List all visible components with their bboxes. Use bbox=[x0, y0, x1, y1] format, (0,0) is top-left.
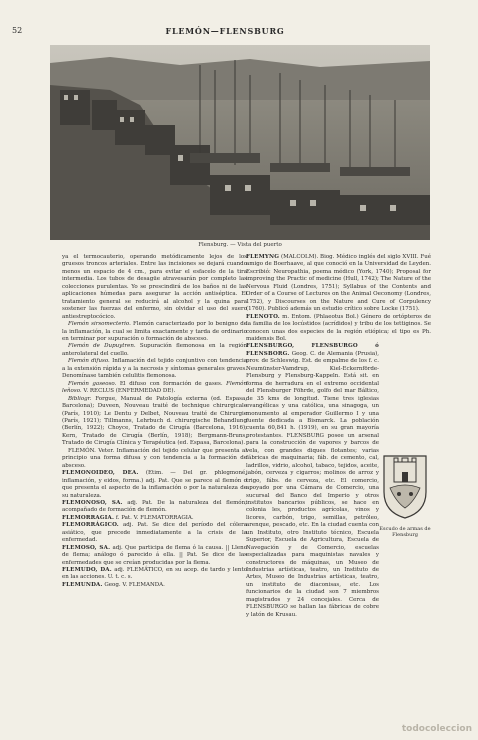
page-number: 52 bbox=[12, 26, 23, 35]
page-header bbox=[12, 26, 438, 38]
dictionary-entry: FLEMUNDA. Geog. V. FLEMANDA. bbox=[62, 581, 165, 588]
paragraph: Flemón gaseoso. El difuso con formación de gases. Flemón leñoso. V. RECLUS (ENFERMEDAD DE). bbox=[62, 380, 248, 395]
dictionary-entry: FLEMORRÁGICO. adj. Pat. Se dice del período del cólera asiático, que precede inmediatamente a la crisis de la enfermedad. bbox=[62, 522, 247, 544]
paragraph: ya el termocauterio, operando metódicamente lejos de los gruesos troncos arteriales. Entre las incisiones se dejará cuando menos un espacio de 4 cm., para evitar el esfacelo de la tira intermedia. Los tubos de desagüe atravesarán por completo las colecciones purulentas. Yo se prescindirá de los baños ni de las aplicaciones húmedas para asegurar la acción antiséptica. El tratamiento general se reducirá al alcohol y la quina para sostener las fuerzas del enfermo, sin olvidar el uso del suero antiestreptocócico. bbox=[62, 254, 247, 320]
dictionary-entry: FLEMORRAGIA. f. Pat. V. FLEMATORRAGIA. bbox=[62, 514, 194, 521]
harbor-photograph bbox=[50, 45, 430, 240]
dictionary-entry: FLEMYNG (MALCOLM). Biog. Médico inglés del siglo XVIII. Fué amigo de Boerhaave, al que conoció en la Universidad de Leyden. Escribió: Neuropathia, poema médico (York, 1740); Proposal for improving the Practic of medicine (Hull, 1742); The Nature of the Nervous Fluid (Londres, 1751); Syllabus of the Contents and Order of a Course of Lectures on the Animal Oeconomy (Londres, 1752), y Discourses on the Nature and Cure of Corpulency (1760). Publicó además un estudio crítico sobre Locke (1751). bbox=[246, 254, 432, 313]
dictionary-entry: FLEMONOIDEO, DEA. (Etim. — Del gr. phlegmoné, inflamación, y eidos, forma.) adj. Pat. Que se parece al flemón o que presenta el aspecto de la inflamación o por la naturaleza de su naturaleza. bbox=[62, 470, 247, 499]
right-column bbox=[246, 254, 431, 619]
left-column bbox=[62, 254, 247, 589]
paragraph: Flemón sirsomecterio. Flemón caracterizado por lo benigno de la inflamación, la cual se limita exactamente y tarda de ordinario en terminar por supuración o formación de absceso. bbox=[62, 321, 247, 342]
paragraph: Flemón difuso. Inflamación del tejido conjuntivo con tendencia a la extensión rápida y a la necrosis y síntomas generales graves. Denomínase también celulitis flemonosa. bbox=[62, 358, 247, 380]
dictionary-entry: FLEMOSO, SA. adj. Que participa de flema ó la causa. || Lleno de flema; análogo ó parecido á ella. || Pat. Se dice de las enfermedades que se creían producidas por la flema. bbox=[62, 544, 247, 566]
dictionary-entry: FLENOTO. m. Entom. (Phlaeotus Bol.) Género de ortópteros de la familia de los locústidos (acrídidos) y tribu de los tettiginos. Se conocen unas dos especies de la región etiópica; el tipo es Ph. maidensis Bol. bbox=[246, 313, 432, 342]
paragraph: FLEMÓN. Veter. Inflamación del tejido celular que presenta al principio una forma difusa y con tendencia a la formación de absceso. bbox=[62, 447, 247, 469]
paragraph: Flemón de Dupuytren. Supuración flemonosa en la región anterolateral del cuello. bbox=[62, 343, 248, 357]
coat-of-arms-caption: Escudo de armas de Flensburg bbox=[379, 526, 431, 538]
dictionary-entry: FLEMUDO, DA. adj. FLEMÁTICO, en su acep. de tardo y lento en las acciones. U. t. c. s. bbox=[62, 567, 248, 581]
photo-caption: Flensburg. — Vista del puerto bbox=[198, 242, 282, 248]
watermark: todocoleccion bbox=[401, 724, 472, 734]
dictionary-entry: FLEMONOSO, SA. adj. Pat. De la naturaleza del flemón; acompañado de formación de flemón. bbox=[62, 499, 247, 514]
bibliography: Bibliogr. Forgue, Manual de Patología externa (ed. Espasa, Barcelona); Duveen, Nouveau traité de technique chirurgicale (París, 1910); Le Dentu y Delbet, Nouveau traité de Chirurgie (París, 1921); Tillmanns, Lehrbuch d. chirurgische Behandlung (Berlín, 1922); Choyce, Tratado de Cirugía (Barcelona, 1916); Kern, Tratado de Cirugía (Berlín, 1918); Bergmann-Bruns, Tratado de Cirugía Clínica y Terapéutica (ed. Espasa, Barcelona). bbox=[62, 395, 247, 447]
dictionary-entry: FLENSBURGO, FLENSBURGO ó FLENSBORG. Geog. C. de Alemania (Prusia), prov. de Schleswig. Est. de empalme de los f. c. Neumünster-Vamdrup, Kiel-Eckernförde-Flensburg y Flensburg-Kappeln. Está sit. en forma de herradura en el extremo occidental del Flensburger Föhrde, golfo del mar Báltico, de 35 kms de longitud. Tiene tres iglesias evangélicas y una católica, una sinagoga, un monumento al emperador Guillermo I y una fuente dedicada a Bismarck. La población cuenta 60,841 h. (1919), en su gran mayoría protestantes. FLENSBURG posee un arsenal para la construcción de vapores y barcos de vela, con grandes diques flotantes; varias fábricas de maquinaria; fáb. de cemento, cal, ladrillos, vidrio, alcohol, tabaco, tejidos, aceite, jabón, cerveza y cigarros; molinos de arroz y trigo, fábs. de cerveza, etc. El comercio, apoyado por una Cámara de Comercio, una sucursal del Banco del Imperio y otros institutos bancarios públicos, se hace en colonia les, productos agrícolas, vinos y licores, carbón, trigo, semillas, petróleo, arenque, pescado, etc. En la ciudad cuenta con un Instituto, otro Instituto técnico, Escuela Superior, Escuela de Agricultura, Escuela de Navegación y de Comercio, escuelas especializadas para maquinistas navales y constructores de máquinas, un Museo de Industrias artísticas, teatro, un Instituto de Artes, Museo de Industrias artísticas, teatro, un instituto de diaconisas, etc. Los funcionarios de la ciudad son 7 miembros magistrados y 24 concejales. Cerca de FLENSBURGO se hallan las fábricas de cobre y latón de Krusau. bbox=[246, 343, 380, 618]
page-title: FLEMÓN—FLENSBURG bbox=[165, 26, 285, 36]
coat-of-arms-image bbox=[380, 452, 430, 520]
